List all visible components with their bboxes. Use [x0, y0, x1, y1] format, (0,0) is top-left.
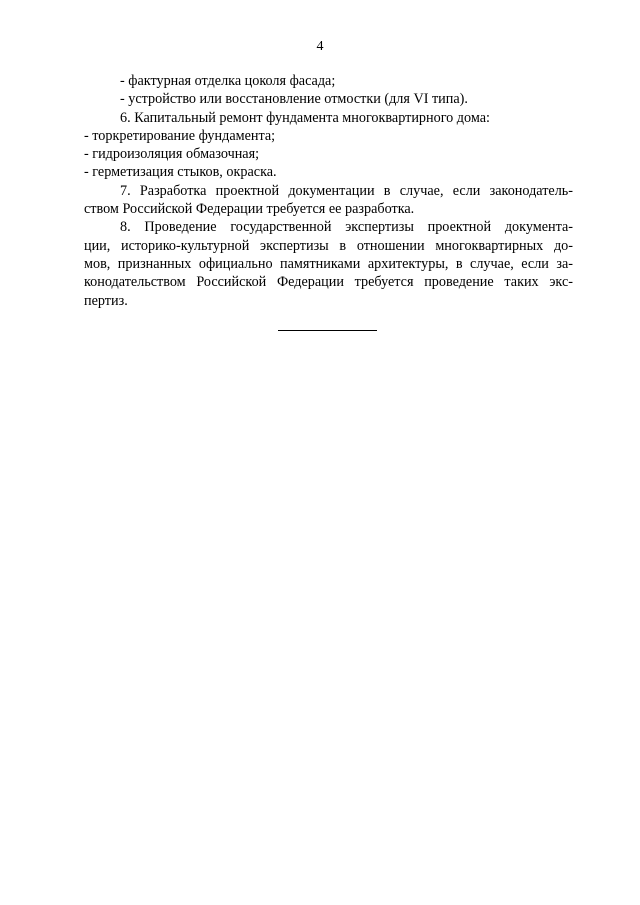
paragraph-line: ством Российской Федерации требуется ее разработка. — [84, 201, 415, 218]
paragraph-line: 8. Проведение государственной экспертизы проектной документа- — [120, 219, 573, 236]
document-body — [84, 72, 573, 310]
paragraph-line: ции, историко-культурной экспертизы в отношении многоквартирных до- — [84, 237, 573, 254]
end-separator-line — [278, 330, 377, 331]
page-number: 4 — [316, 39, 324, 54]
paragraph-line: 7. Разработка проектной документации в случае, если законодатель- — [120, 182, 573, 199]
section-heading: 6. Капитальный ремонт фундамента многоквартирного дома: — [120, 109, 490, 126]
paragraph-line: пертиз. — [84, 292, 128, 309]
list-item: - торкретирование фундамента; — [84, 127, 276, 144]
list-item: - герметизация стыков, окраска. — [84, 164, 277, 181]
list-item: - фактурная отделка цоколя фасада; — [120, 73, 336, 89]
paragraph-line: мов, признанных официально памятниками архитектуры, в случае, если за- — [84, 255, 573, 272]
list-item: - гидроизоляция обмазочная; — [84, 146, 260, 163]
list-item: - устройство или восстановление отмостки (для VI типа). — [120, 91, 468, 108]
paragraph-line: конодательством Российской Федерации требуется проведение таких экс- — [84, 274, 573, 291]
